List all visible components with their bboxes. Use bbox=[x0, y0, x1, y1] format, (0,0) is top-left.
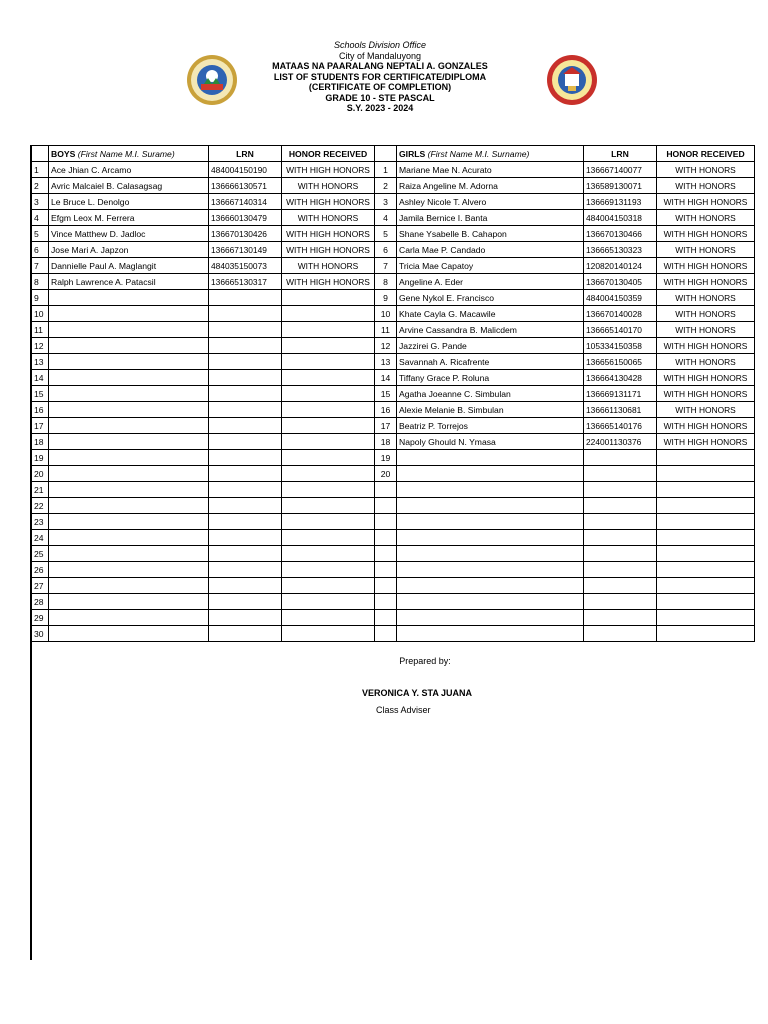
boy-row-number: 1 bbox=[32, 162, 49, 178]
boy-lrn bbox=[209, 322, 282, 338]
girl-lrn bbox=[584, 594, 657, 610]
boy-honor bbox=[282, 450, 375, 466]
girl-lrn bbox=[584, 530, 657, 546]
girl-name: Shane Ysabelle B. Cahapon bbox=[397, 226, 584, 242]
girl-row-number: 4 bbox=[375, 210, 397, 226]
girl-honor: WITH HONORS bbox=[657, 242, 755, 258]
boy-name bbox=[49, 418, 209, 434]
table-row bbox=[32, 306, 755, 322]
adviser-name: VERONICA Y. STA JUANA bbox=[362, 688, 473, 698]
boy-name bbox=[49, 434, 209, 450]
table-header-row bbox=[32, 146, 755, 162]
girl-honor: WITH HONORS bbox=[657, 210, 755, 226]
boy-name bbox=[49, 530, 209, 546]
boy-lrn bbox=[209, 578, 282, 594]
boy-name: Jose Mari A. Japzon bbox=[49, 242, 209, 258]
boy-lrn bbox=[209, 434, 282, 450]
boy-honor bbox=[282, 322, 375, 338]
students-table bbox=[31, 145, 755, 642]
boy-name bbox=[49, 578, 209, 594]
girl-honor bbox=[657, 594, 755, 610]
girl-lrn: 224001130376 bbox=[584, 434, 657, 450]
boy-honor bbox=[282, 594, 375, 610]
boy-name bbox=[49, 290, 209, 306]
students-table-body bbox=[32, 162, 755, 642]
boy-honor: WITH HONORS bbox=[282, 258, 375, 274]
boy-honor: WITH HIGH HONORS bbox=[282, 242, 375, 258]
girl-honor bbox=[657, 546, 755, 562]
girl-lrn: 136665140170 bbox=[584, 322, 657, 338]
boys-honor-header: HONOR RECEIVED bbox=[282, 146, 375, 162]
girl-name: Ashley Nicole T. Alvero bbox=[397, 194, 584, 210]
boy-row-number: 17 bbox=[32, 418, 49, 434]
table-row bbox=[32, 354, 755, 370]
boy-row-number: 29 bbox=[32, 610, 49, 626]
boy-row-number: 10 bbox=[32, 306, 49, 322]
girl-name bbox=[397, 466, 584, 482]
boy-lrn bbox=[209, 418, 282, 434]
boy-row-number: 22 bbox=[32, 498, 49, 514]
girl-name: Khate Cayla G. Macawile bbox=[397, 306, 584, 322]
girl-row-number: 17 bbox=[375, 418, 397, 434]
boy-lrn bbox=[209, 306, 282, 322]
girl-lrn: 136661130681 bbox=[584, 402, 657, 418]
table-row bbox=[32, 610, 755, 626]
girl-row-number: 15 bbox=[375, 386, 397, 402]
boy-name bbox=[49, 562, 209, 578]
girl-lrn: 136670140028 bbox=[584, 306, 657, 322]
girl-row-number: 10 bbox=[375, 306, 397, 322]
boy-name bbox=[49, 546, 209, 562]
boy-row-number: 20 bbox=[32, 466, 49, 482]
table-row bbox=[32, 466, 755, 482]
boy-row-number: 2 bbox=[32, 178, 49, 194]
girl-honor: WITH HONORS bbox=[657, 306, 755, 322]
boy-row-number: 25 bbox=[32, 546, 49, 562]
table-row bbox=[32, 498, 755, 514]
boy-row-number: 7 bbox=[32, 258, 49, 274]
table-row bbox=[32, 562, 755, 578]
boy-name bbox=[49, 306, 209, 322]
boy-row-number: 30 bbox=[32, 626, 49, 642]
girl-name bbox=[397, 626, 584, 642]
girl-lrn: 484004150359 bbox=[584, 290, 657, 306]
list-subtitle: (CERTIFICATE OF COMPLETION) bbox=[308, 82, 452, 92]
boy-row-number: 6 bbox=[32, 242, 49, 258]
girl-name: Savannah A. Ricafrente bbox=[397, 354, 584, 370]
girl-name: Tiffany Grace P. Roluna bbox=[397, 370, 584, 386]
girl-honor: WITH HONORS bbox=[657, 322, 755, 338]
boy-honor: WITH HIGH HONORS bbox=[282, 194, 375, 210]
girl-lrn: 136656150065 bbox=[584, 354, 657, 370]
boy-honor bbox=[282, 354, 375, 370]
girl-lrn: 105334150358 bbox=[584, 338, 657, 354]
boy-honor bbox=[282, 562, 375, 578]
boys-name-header: BOYS (First Name M.I. Surame) bbox=[49, 146, 209, 162]
table-row bbox=[32, 338, 755, 354]
boy-lrn bbox=[209, 562, 282, 578]
boy-row-number: 18 bbox=[32, 434, 49, 450]
boy-row-number: 4 bbox=[32, 210, 49, 226]
girl-lrn bbox=[584, 514, 657, 530]
boy-lrn: 136666130571 bbox=[209, 178, 282, 194]
boy-lrn: 136667130149 bbox=[209, 242, 282, 258]
girl-name bbox=[397, 546, 584, 562]
girl-honor bbox=[657, 450, 755, 466]
boy-honor bbox=[282, 290, 375, 306]
boy-lrn bbox=[209, 530, 282, 546]
girl-lrn: 136669131193 bbox=[584, 194, 657, 210]
girl-honor bbox=[657, 578, 755, 594]
table-row bbox=[32, 546, 755, 562]
girl-honor: WITH HIGH HONORS bbox=[657, 386, 755, 402]
girl-honor: WITH HIGH HONORS bbox=[657, 274, 755, 290]
table-row bbox=[32, 274, 755, 290]
girl-lrn bbox=[584, 626, 657, 642]
boy-honor: WITH HONORS bbox=[282, 210, 375, 226]
girl-honor: WITH HONORS bbox=[657, 354, 755, 370]
girl-row-number: 13 bbox=[375, 354, 397, 370]
boy-row-number: 9 bbox=[32, 290, 49, 306]
girl-name: Alexie Melanie B. Simbulan bbox=[397, 402, 584, 418]
girl-name: Raiza Angeline M. Adorna bbox=[397, 178, 584, 194]
girl-row-number: 16 bbox=[375, 402, 397, 418]
boy-name bbox=[49, 482, 209, 498]
girl-lrn: 136667140077 bbox=[584, 162, 657, 178]
table-row bbox=[32, 290, 755, 306]
boy-lrn bbox=[209, 482, 282, 498]
boy-honor: WITH HIGH HONORS bbox=[282, 226, 375, 242]
boy-name bbox=[49, 466, 209, 482]
girl-lrn: 136670130405 bbox=[584, 274, 657, 290]
girl-lrn: 136665130323 bbox=[584, 242, 657, 258]
girl-lrn: 136589130071 bbox=[584, 178, 657, 194]
boy-honor bbox=[282, 578, 375, 594]
boy-name bbox=[49, 594, 209, 610]
girl-honor: WITH HIGH HONORS bbox=[657, 226, 755, 242]
girl-name: Gene Nykol E. Francisco bbox=[397, 290, 584, 306]
table-row bbox=[32, 402, 755, 418]
prepared-by-label: Prepared by: bbox=[399, 656, 451, 666]
girl-honor bbox=[657, 466, 755, 482]
girl-row-number bbox=[375, 482, 397, 498]
table-row bbox=[32, 194, 755, 210]
boy-name: Avric Malcaiel B. Calasagsag bbox=[49, 178, 209, 194]
boy-lrn bbox=[209, 498, 282, 514]
girl-name: Beatriz P. Torrejos bbox=[397, 418, 584, 434]
list-title: LIST OF STUDENTS FOR CERTIFICATE/DIPLOMA bbox=[273, 71, 487, 82]
boy-lrn bbox=[209, 386, 282, 402]
boy-honor: WITH HIGH HONORS bbox=[282, 274, 375, 290]
girl-name: Napoly Ghould N. Ymasa bbox=[397, 434, 584, 450]
boy-honor bbox=[282, 514, 375, 530]
table-row bbox=[32, 418, 755, 434]
boy-row-number: 19 bbox=[32, 450, 49, 466]
girl-row-number: 18 bbox=[375, 434, 397, 450]
girl-row-number bbox=[375, 594, 397, 610]
girl-row-number: 19 bbox=[375, 450, 397, 466]
girl-name bbox=[397, 450, 584, 466]
boy-row-number: 16 bbox=[32, 402, 49, 418]
boys-number-header bbox=[32, 146, 49, 162]
boy-name: Dannielle Paul A. Maglangit bbox=[49, 258, 209, 274]
girl-honor bbox=[657, 498, 755, 514]
boy-name bbox=[49, 498, 209, 514]
girl-lrn: 120820140124 bbox=[584, 258, 657, 274]
girl-honor: WITH HONORS bbox=[657, 402, 755, 418]
girl-honor: WITH HIGH HONORS bbox=[657, 418, 755, 434]
girl-row-number: 12 bbox=[375, 338, 397, 354]
girl-name: Angeline A. Eder bbox=[397, 274, 584, 290]
boy-row-number: 24 bbox=[32, 530, 49, 546]
girl-name bbox=[397, 578, 584, 594]
boy-name bbox=[49, 338, 209, 354]
table-row bbox=[32, 386, 755, 402]
school-name: MATAAS NA PAARALANG NEPTALI A. GONZALES bbox=[272, 61, 488, 71]
document-header bbox=[230, 40, 530, 114]
boy-lrn: 484035150073 bbox=[209, 258, 282, 274]
girl-honor: WITH HIGH HONORS bbox=[657, 258, 755, 274]
boy-row-number: 3 bbox=[32, 194, 49, 210]
girl-row-number: 3 bbox=[375, 194, 397, 210]
boy-row-number: 27 bbox=[32, 578, 49, 594]
boy-lrn: 136665130317 bbox=[209, 274, 282, 290]
girl-row-number: 8 bbox=[375, 274, 397, 290]
girl-name bbox=[397, 562, 584, 578]
boy-lrn bbox=[209, 610, 282, 626]
table-row bbox=[32, 626, 755, 642]
girl-honor: WITH HONORS bbox=[657, 290, 755, 306]
city-line: City of Mandaluyong bbox=[338, 50, 422, 61]
girl-row-number: 9 bbox=[375, 290, 397, 306]
girl-row-number: 2 bbox=[375, 178, 397, 194]
boy-row-number: 28 bbox=[32, 594, 49, 610]
boy-honor bbox=[282, 370, 375, 386]
boy-honor bbox=[282, 466, 375, 482]
boy-name bbox=[49, 354, 209, 370]
boy-honor bbox=[282, 338, 375, 354]
boy-name bbox=[49, 402, 209, 418]
girl-honor: WITH HONORS bbox=[657, 162, 755, 178]
boy-row-number: 21 bbox=[32, 482, 49, 498]
boy-lrn bbox=[209, 290, 282, 306]
boy-lrn: 136670130426 bbox=[209, 226, 282, 242]
girl-honor bbox=[657, 530, 755, 546]
girl-row-number bbox=[375, 514, 397, 530]
girl-row-number bbox=[375, 530, 397, 546]
boy-name bbox=[49, 514, 209, 530]
table-row bbox=[32, 370, 755, 386]
girl-row-number: 20 bbox=[375, 466, 397, 482]
girl-honor bbox=[657, 482, 755, 498]
girl-lrn bbox=[584, 578, 657, 594]
girl-honor: WITH HIGH HONORS bbox=[657, 370, 755, 386]
girl-row-number: 7 bbox=[375, 258, 397, 274]
girl-lrn bbox=[584, 546, 657, 562]
boy-row-number: 11 bbox=[32, 322, 49, 338]
girl-honor: WITH HIGH HONORS bbox=[657, 194, 755, 210]
boy-lrn: 484004150190 bbox=[209, 162, 282, 178]
girl-lrn bbox=[584, 482, 657, 498]
boy-lrn bbox=[209, 466, 282, 482]
boy-row-number: 8 bbox=[32, 274, 49, 290]
boy-lrn bbox=[209, 626, 282, 642]
boy-honor bbox=[282, 482, 375, 498]
boy-name: Vince Matthew D. Jadloc bbox=[49, 226, 209, 242]
girl-row-number bbox=[375, 562, 397, 578]
table-row bbox=[32, 594, 755, 610]
table-row bbox=[32, 242, 755, 258]
girl-name: Jamila Bernice I. Banta bbox=[397, 210, 584, 226]
girl-lrn bbox=[584, 466, 657, 482]
girl-name bbox=[397, 610, 584, 626]
girl-name bbox=[397, 482, 584, 498]
girl-lrn: 136669131171 bbox=[584, 386, 657, 402]
girl-lrn bbox=[584, 562, 657, 578]
boy-row-number: 26 bbox=[32, 562, 49, 578]
boy-name bbox=[49, 450, 209, 466]
boy-lrn bbox=[209, 450, 282, 466]
boy-honor bbox=[282, 610, 375, 626]
boy-lrn bbox=[209, 354, 282, 370]
table-row bbox=[32, 178, 755, 194]
adviser-role: Class Adviser bbox=[376, 705, 431, 715]
boy-honor bbox=[282, 402, 375, 418]
boys-lrn-header: LRN bbox=[209, 146, 282, 162]
boy-lrn bbox=[209, 370, 282, 386]
boy-name bbox=[49, 386, 209, 402]
girl-name: Agatha Joeanne C. Simbulan bbox=[397, 386, 584, 402]
girl-row-number: 6 bbox=[375, 242, 397, 258]
girl-row-number bbox=[375, 498, 397, 514]
table-row bbox=[32, 434, 755, 450]
boy-honor: WITH HIGH HONORS bbox=[282, 162, 375, 178]
boy-row-number: 15 bbox=[32, 386, 49, 402]
girl-name: Mariane Mae N. Acurato bbox=[397, 162, 584, 178]
table-row bbox=[32, 258, 755, 274]
boy-honor bbox=[282, 306, 375, 322]
boy-name: Efgm Leox M. Ferrera bbox=[49, 210, 209, 226]
girl-name bbox=[397, 530, 584, 546]
boy-honor bbox=[282, 386, 375, 402]
girls-number-header bbox=[375, 146, 397, 162]
girl-name bbox=[397, 514, 584, 530]
boy-lrn bbox=[209, 594, 282, 610]
girl-lrn bbox=[584, 450, 657, 466]
girls-name-header: GIRLS (First Name M.I. Surname) bbox=[397, 146, 584, 162]
boy-name: Ace Jhian C. Arcamo bbox=[49, 162, 209, 178]
girls-honor-header: HONOR RECEIVED bbox=[657, 146, 755, 162]
boy-honor bbox=[282, 546, 375, 562]
boy-name bbox=[49, 370, 209, 386]
boy-name: Ralph Lawrence A. Patacsil bbox=[49, 274, 209, 290]
girl-name bbox=[397, 498, 584, 514]
boy-lrn bbox=[209, 338, 282, 354]
boy-row-number: 5 bbox=[32, 226, 49, 242]
office-line: Schools Division Office bbox=[333, 40, 427, 50]
girl-name: Carla Mae P. Candado bbox=[397, 242, 584, 258]
girl-lrn bbox=[584, 610, 657, 626]
girl-name: Tricia Mae Capatoy bbox=[397, 258, 584, 274]
girl-honor: WITH HIGH HONORS bbox=[657, 434, 755, 450]
boy-name bbox=[49, 322, 209, 338]
boy-honor bbox=[282, 626, 375, 642]
girl-row-number bbox=[375, 626, 397, 642]
girl-honor bbox=[657, 514, 755, 530]
girl-honor: WITH HONORS bbox=[657, 178, 755, 194]
boy-honor bbox=[282, 434, 375, 450]
boy-honor bbox=[282, 530, 375, 546]
girl-lrn: 136665140176 bbox=[584, 418, 657, 434]
girl-row-number: 5 bbox=[375, 226, 397, 242]
boy-lrn bbox=[209, 546, 282, 562]
school-year: S.Y. 2023 - 2024 bbox=[346, 103, 414, 113]
boy-name: Le Bruce L. Denolgo bbox=[49, 194, 209, 210]
girls-lrn-header: LRN bbox=[584, 146, 657, 162]
grade-section: GRADE 10 - STE PASCAL bbox=[325, 92, 435, 103]
boy-row-number: 23 bbox=[32, 514, 49, 530]
girl-row-number bbox=[375, 546, 397, 562]
table-row bbox=[32, 322, 755, 338]
boy-honor: WITH HONORS bbox=[282, 178, 375, 194]
girl-lrn: 136664130428 bbox=[584, 370, 657, 386]
girl-lrn: 484004150318 bbox=[584, 210, 657, 226]
table-row bbox=[32, 514, 755, 530]
boy-honor bbox=[282, 498, 375, 514]
table-row bbox=[32, 578, 755, 594]
boy-name bbox=[49, 610, 209, 626]
table-row bbox=[32, 482, 755, 498]
table-row bbox=[32, 210, 755, 226]
table-row bbox=[32, 226, 755, 242]
table-row bbox=[32, 162, 755, 178]
table-row bbox=[32, 530, 755, 546]
girl-lrn bbox=[584, 498, 657, 514]
boy-honor bbox=[282, 418, 375, 434]
boy-name bbox=[49, 626, 209, 642]
boy-row-number: 14 bbox=[32, 370, 49, 386]
girl-row-number: 14 bbox=[375, 370, 397, 386]
table-row bbox=[32, 450, 755, 466]
girl-row-number bbox=[375, 578, 397, 594]
girl-honor: WITH HIGH HONORS bbox=[657, 338, 755, 354]
boy-row-number: 13 bbox=[32, 354, 49, 370]
girl-name bbox=[397, 594, 584, 610]
school-seal-icon bbox=[546, 54, 598, 106]
girl-lrn: 136670130466 bbox=[584, 226, 657, 242]
boy-lrn: 136667140314 bbox=[209, 194, 282, 210]
girl-honor bbox=[657, 626, 755, 642]
girl-row-number: 11 bbox=[375, 322, 397, 338]
boy-lrn bbox=[209, 514, 282, 530]
girl-row-number: 1 bbox=[375, 162, 397, 178]
girl-honor bbox=[657, 610, 755, 626]
girl-row-number bbox=[375, 610, 397, 626]
girl-honor bbox=[657, 562, 755, 578]
boy-row-number: 12 bbox=[32, 338, 49, 354]
girl-name: Arvine Cassandra B. Malicdem bbox=[397, 322, 584, 338]
boy-lrn bbox=[209, 402, 282, 418]
girl-name: Jazzirei G. Pande bbox=[397, 338, 584, 354]
boy-lrn: 136660130479 bbox=[209, 210, 282, 226]
